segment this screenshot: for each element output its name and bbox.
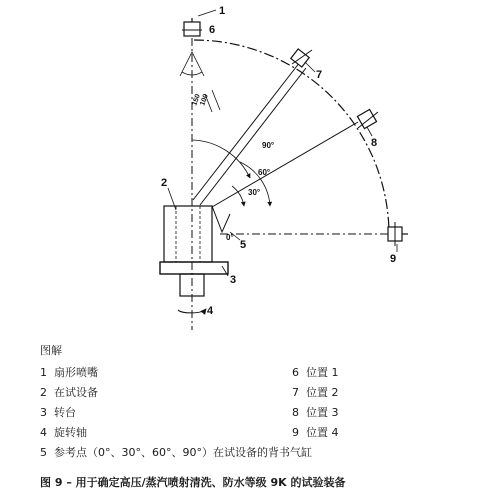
spray-radius-arc bbox=[194, 40, 389, 235]
legend-item-9: 9 位置 4 bbox=[292, 426, 339, 439]
label-equipment: 2 bbox=[161, 177, 168, 189]
spray-line-position-3 bbox=[212, 122, 358, 207]
label-angle-90: 90° bbox=[262, 141, 275, 150]
equipment-under-test bbox=[164, 206, 212, 262]
nozzle-position-4 bbox=[388, 222, 408, 246]
turntable bbox=[160, 262, 228, 274]
label-position-3: 8 bbox=[371, 137, 378, 149]
legend-title: 图解 bbox=[40, 344, 62, 357]
figure-caption: 图 9 – 用于确定高压/蒸汽喷射清洗、防水等级 9K 的试验装备 bbox=[40, 476, 346, 489]
legend-row bbox=[40, 424, 480, 444]
label-angle-0: 0° bbox=[226, 233, 234, 242]
legend-row bbox=[40, 364, 480, 384]
label-position-4: 9 bbox=[390, 253, 397, 265]
label-axis: 4 bbox=[207, 305, 214, 317]
nozzle-position-1 bbox=[180, 18, 204, 76]
legend-item-4: 4 旋转轴 bbox=[40, 426, 87, 439]
label-dim-outer: 150 bbox=[191, 93, 202, 107]
nozzle-position-2 bbox=[291, 49, 312, 67]
legend-row bbox=[40, 444, 480, 464]
label-position-2: 7 bbox=[316, 69, 323, 81]
label-reference-point: 5 bbox=[240, 239, 247, 251]
legend-row bbox=[40, 404, 480, 424]
legend-item-5: 5 参考点（0°、30°、60°、90°）在试设备的背书气缸 bbox=[40, 446, 312, 459]
label-position-1: 6 bbox=[209, 24, 216, 36]
legend-item-8: 8 位置 3 bbox=[292, 406, 339, 419]
legend-item-2: 2 在试设备 bbox=[40, 386, 98, 399]
spray-line-position-2 bbox=[193, 62, 300, 200]
label-dim-inner: 100 bbox=[199, 93, 210, 107]
legend-item-3: 3 转台 bbox=[40, 406, 76, 419]
horizontal-axis-line bbox=[210, 208, 400, 235]
label-turntable: 3 bbox=[230, 274, 237, 286]
legend-item-1: 1 扇形喷嘴 bbox=[40, 366, 98, 379]
legend bbox=[40, 342, 480, 464]
label-angle-30: 30° bbox=[248, 188, 261, 197]
legend-item-7: 7 位置 2 bbox=[292, 386, 339, 399]
nozzle-position-3 bbox=[357, 109, 378, 128]
legend-row bbox=[40, 384, 480, 404]
label-nozzle: 1 bbox=[219, 5, 226, 17]
label-angle-60: 60° bbox=[258, 168, 271, 177]
legend-item-6: 6 位置 1 bbox=[292, 366, 339, 379]
